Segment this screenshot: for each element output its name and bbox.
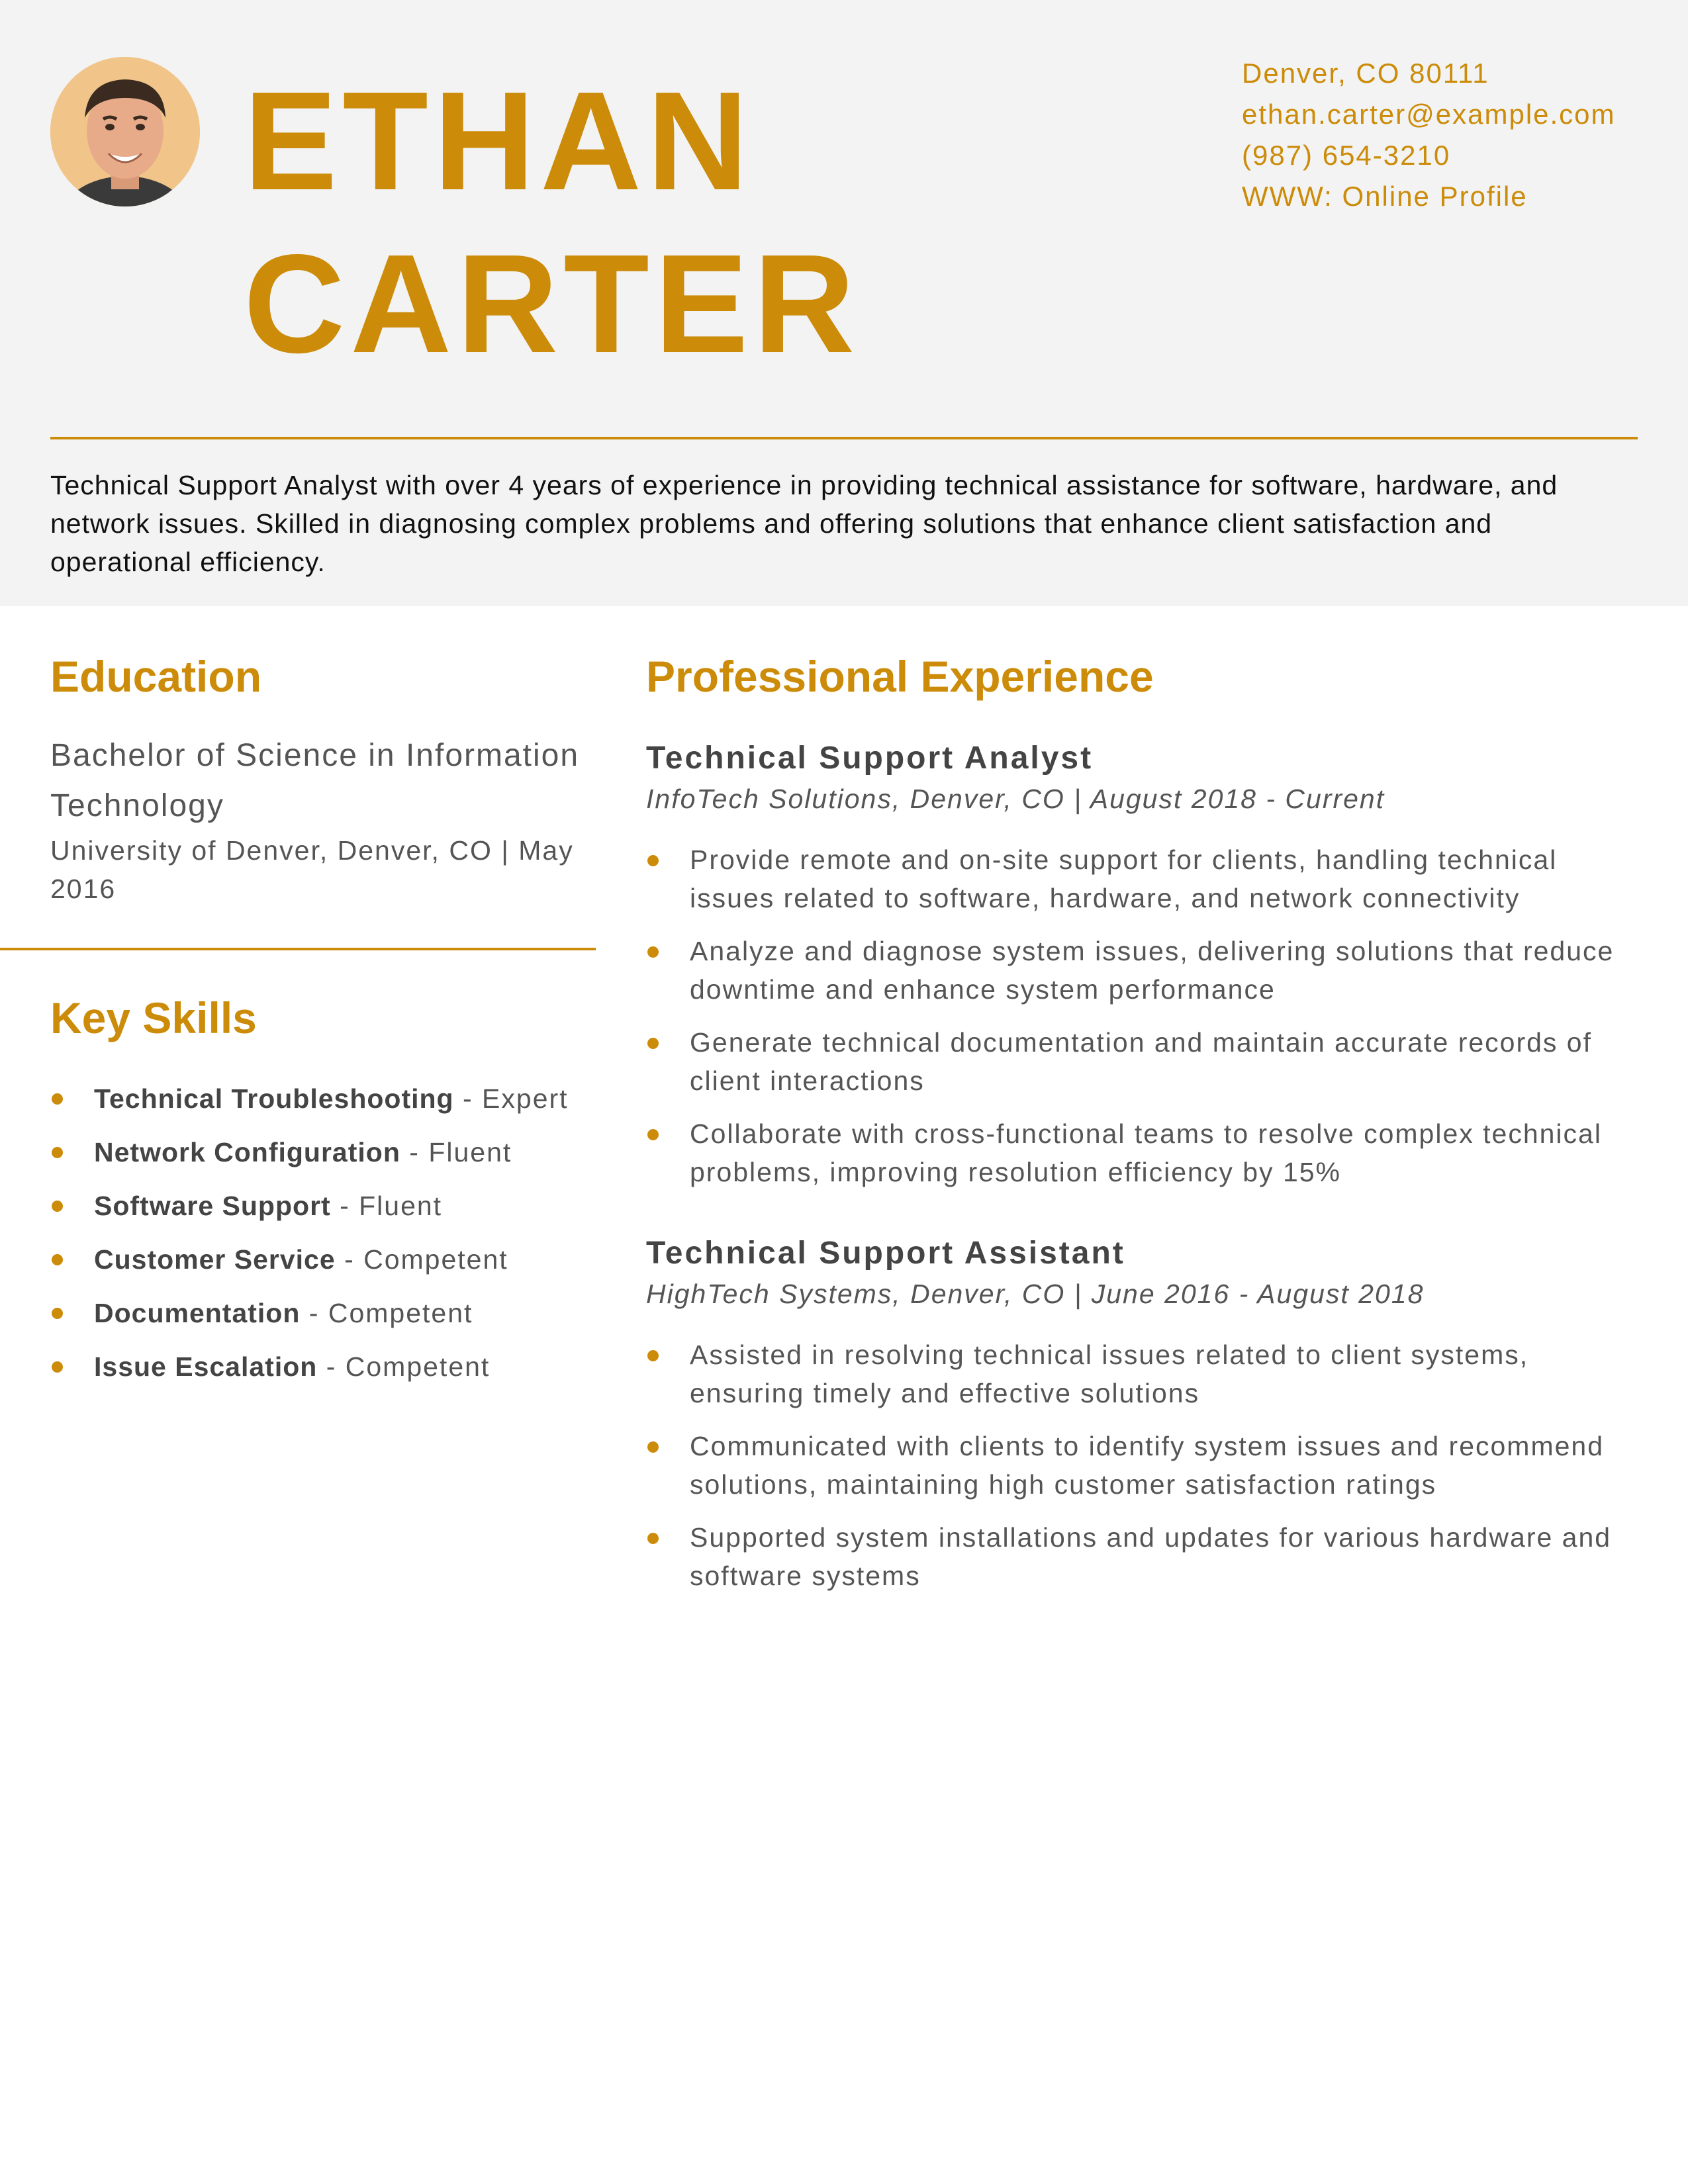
job-bullet [646,1518,1639,1595]
skill-name: Technical Troubleshooting [94,1083,454,1114]
bullet-icon [647,946,659,958]
bullet-icon [52,1308,63,1319]
job-location-dates: Denver, CO | June 2016 - August 2018 [910,1279,1425,1309]
skill-item: Customer Service - Competent [50,1233,600,1287]
skill-level: Competent [363,1244,508,1275]
profile-photo [50,57,200,206]
bullet-text: Provide remote and on-site support for clients, handling technical issues related to software, hardware, and network connectivity [690,844,1558,913]
bullet-icon [647,855,659,866]
degree: Bachelor of Science in Information Technology [50,738,580,823]
job-meta: InfoTech Solutions, Denver, CO | August 2018 - Current [646,784,1385,814]
job-location-dates: Denver, CO | August 2018 - Current [910,784,1385,814]
bullet-icon [647,1533,659,1544]
contact-info [1242,53,1616,217]
skills-title: Key Skills [50,993,257,1042]
contact-email[interactable]: ethan.carter@example.com [1242,99,1616,130]
job-meta: HighTech Systems, Denver, CO | June 2016 - August 2018 [646,1279,1425,1309]
job-bullet [646,932,1639,1009]
skill-item: Issue Escalation - Competent [50,1340,600,1394]
job-bullet [646,841,1639,917]
job-entry [646,737,1639,1191]
skill-name: Network Configuration [94,1137,400,1167]
education-title: Education [50,652,262,701]
skill-name: Issue Escalation [94,1351,318,1382]
bullet-icon [52,1093,63,1105]
job-bullet [646,1023,1639,1100]
bullet-text: Communicated with clients to identify system issues and recommend solutions, maintaining high customer satisfaction ratings [690,1431,1605,1500]
education-divider [0,948,596,950]
bullet-text: Collaborate with cross-functional teams to resolve complex technical problems, improving resolution efficiency by 15% [690,1118,1602,1187]
experience-section [646,649,1639,1610]
experience-title: Professional Experience [646,652,1154,701]
contact-website[interactable]: WWW: Online Profile [1242,181,1528,212]
job-bullet [646,1336,1639,1412]
education-section [50,649,600,908]
bullet-icon [647,1441,659,1453]
bullet-icon [647,1350,659,1361]
skills-section [50,990,600,1394]
skill-level: Expert [482,1083,569,1114]
skills-list [50,1072,600,1394]
job-entry [646,1232,1639,1595]
contact-phone: (987) 654-3210 [1242,140,1451,171]
bullet-icon [52,1254,63,1265]
job-bullet [646,1115,1639,1191]
skill-level: Competent [328,1298,473,1328]
skill-name: Documentation [94,1298,301,1328]
skill-level: Fluent [428,1137,512,1167]
job-bullets [646,1336,1639,1595]
bullet-icon [52,1147,63,1158]
job-company: HighTech Systems [646,1279,893,1309]
job-company: InfoTech Solutions [646,784,892,814]
avatar-illustration [50,57,200,206]
bullet-icon [52,1361,63,1373]
bullet-icon [52,1201,63,1212]
candidate-name [244,60,860,385]
job-bullet [646,1427,1639,1504]
skill-item: Technical Troubleshooting - Expert [50,1072,600,1126]
bullet-icon [647,1129,659,1140]
last-name: CARTER [244,225,861,382]
skill-level: Competent [345,1351,491,1382]
skill-name: Customer Service [94,1244,336,1275]
school-info: University of Denver, Denver, CO | May 2016 [50,835,574,904]
bullet-text: Generate technical documentation and maintain accurate records of client interactions [690,1027,1593,1096]
header-divider [50,437,1638,439]
skill-item: Network Configuration - Fluent [50,1126,600,1179]
professional-summary: Technical Support Analyst with over 4 years of experience in providing technical assistance for software, hardware, and network issues. Skilled in diagnosing complex problems and offering solutions that enhance client satisfaction and operational efficiency. [50,470,1558,577]
bullet-text: Supported system installations and updates for various hardware and software systems [690,1522,1612,1591]
job-bullets [646,841,1639,1191]
skill-item: Documentation - Competent [50,1287,600,1340]
skill-level: Fluent [359,1191,443,1221]
job-title: Technical Support Assistant [646,1236,1125,1271]
bullet-text: Assisted in resolving technical issues related to client systems, ensuring timely and effective solutions [690,1340,1529,1408]
job-title: Technical Support Analyst [646,741,1094,776]
skill-item: Software Support - Fluent [50,1179,600,1233]
bullet-text: Analyze and diagnose system issues, delivering solutions that reduce downtime and enhance system performance [690,936,1615,1005]
first-name: ETHAN [244,62,754,219]
bullet-icon [647,1038,659,1049]
contact-location: Denver, CO 80111 [1242,58,1489,89]
skill-name: Software Support [94,1191,331,1221]
